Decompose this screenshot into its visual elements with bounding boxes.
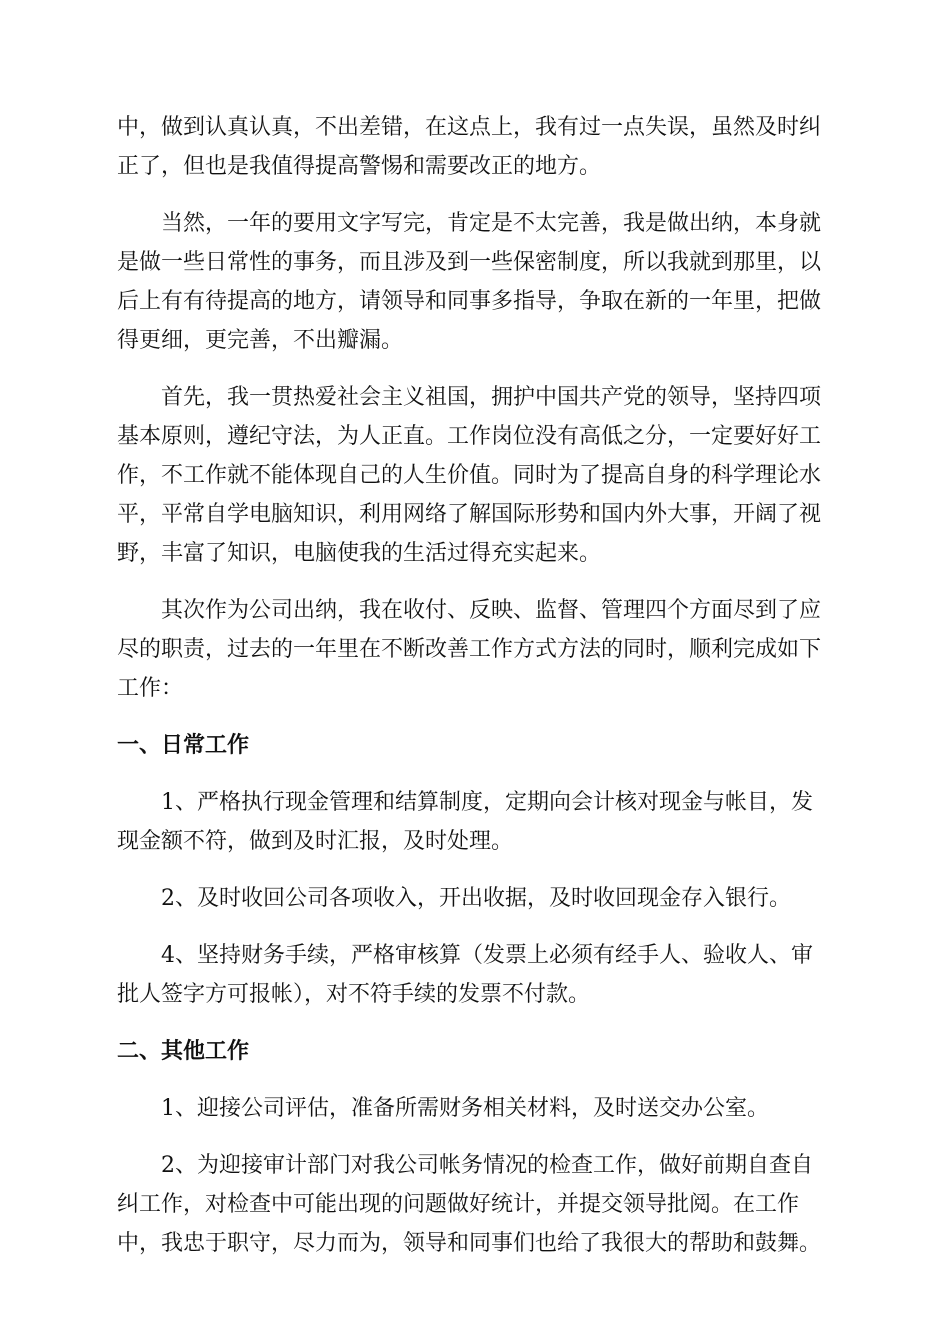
paragraph <box>117 1089 833 1128</box>
paragraph <box>117 783 833 861</box>
text-line: 纠工作，对检查中可能出现的问题做好统计，并提交领导批阅。在工作 <box>117 1192 800 1217</box>
section-heading-other-work: 二、其他工作 <box>117 1039 250 1064</box>
text-line: 现金额不符，做到及时汇报，及时处理。 <box>117 829 514 854</box>
paragraph <box>117 1146 833 1263</box>
text-line: 首先，我一贯热爱社会主义祖国，拥护中国共产党的领导，坚持四项 <box>161 385 822 410</box>
text-line: 1、严格执行现金管理和结算制度，定期向会计核对现金与帐目，发 <box>161 790 813 815</box>
text-line: 基本原则，遵纪守法，为人正直。工作岗位没有高低之分，一定要好好工 <box>117 424 822 449</box>
text-line: 野，丰富了知识，电脑使我的生活过得充实起来。 <box>117 541 602 566</box>
paragraph <box>117 591 833 708</box>
text-line: 尽的职责，过去的一年里在不断改善工作方式方法的同时，顺利完成如下 <box>117 637 822 662</box>
text-line: 作，不工作就不能体现自己的人生价值。同时为了提高自身的科学理论水 <box>117 463 822 488</box>
text-line: 2、为迎接审计部门对我公司帐务情况的检查工作，做好前期自查自 <box>161 1153 813 1178</box>
text-line: 当然，一年的要用文字写完，肯定是不太完善，我是做出纳，本身就 <box>161 211 822 236</box>
text-line: 中，做到认真认真，不出差错，在这点上，我有过一点失误，虽然及时纠 <box>117 115 822 140</box>
text-line: 后上有有待提高的地方，请领导和同事多指导，争取在新的一年里，把做 <box>117 289 822 314</box>
paragraph <box>117 204 833 360</box>
paragraph <box>117 108 833 186</box>
text-line: 平，平常自学电脑知识，利用网络了解国际形势和国内外大事，开阔了视 <box>117 502 822 527</box>
text-line: 1、迎接公司评估，准备所需财务相关材料，及时送交办公室。 <box>161 1096 769 1121</box>
text-line: 是做一些日常性的事务，而且涉及到一些保密制度，所以我就到那里，以 <box>117 250 822 275</box>
document-page <box>117 108 833 1281</box>
text-line: 中，我忠于职守，尽力而为，领导和同事们也给了我很大的帮助和鼓舞。 <box>117 1231 822 1256</box>
text-line: 正了，但也是我值得提高警惕和需要改正的地方。 <box>117 154 602 179</box>
section-heading-daily-work: 一、日常工作 <box>117 733 250 758</box>
text-line: 批人签字方可报帐），对不符手续的发票不付款。 <box>117 982 591 1007</box>
text-line: 得更细，更完善，不出瓣漏。 <box>117 328 404 353</box>
text-line: 4、坚持财务手续，严格审核算（发票上必须有经手人、验收人、审 <box>161 943 813 968</box>
paragraph <box>117 879 833 918</box>
text-line: 其次作为公司出纳，我在收付、反映、监督、管理四个方面尽到了应 <box>161 598 822 623</box>
paragraph <box>117 936 833 1014</box>
paragraph <box>117 378 833 573</box>
text-line: 工作： <box>117 676 184 701</box>
text-line: 2、及时收回公司各项收入，开出收据，及时收回现金存入银行。 <box>161 886 791 911</box>
